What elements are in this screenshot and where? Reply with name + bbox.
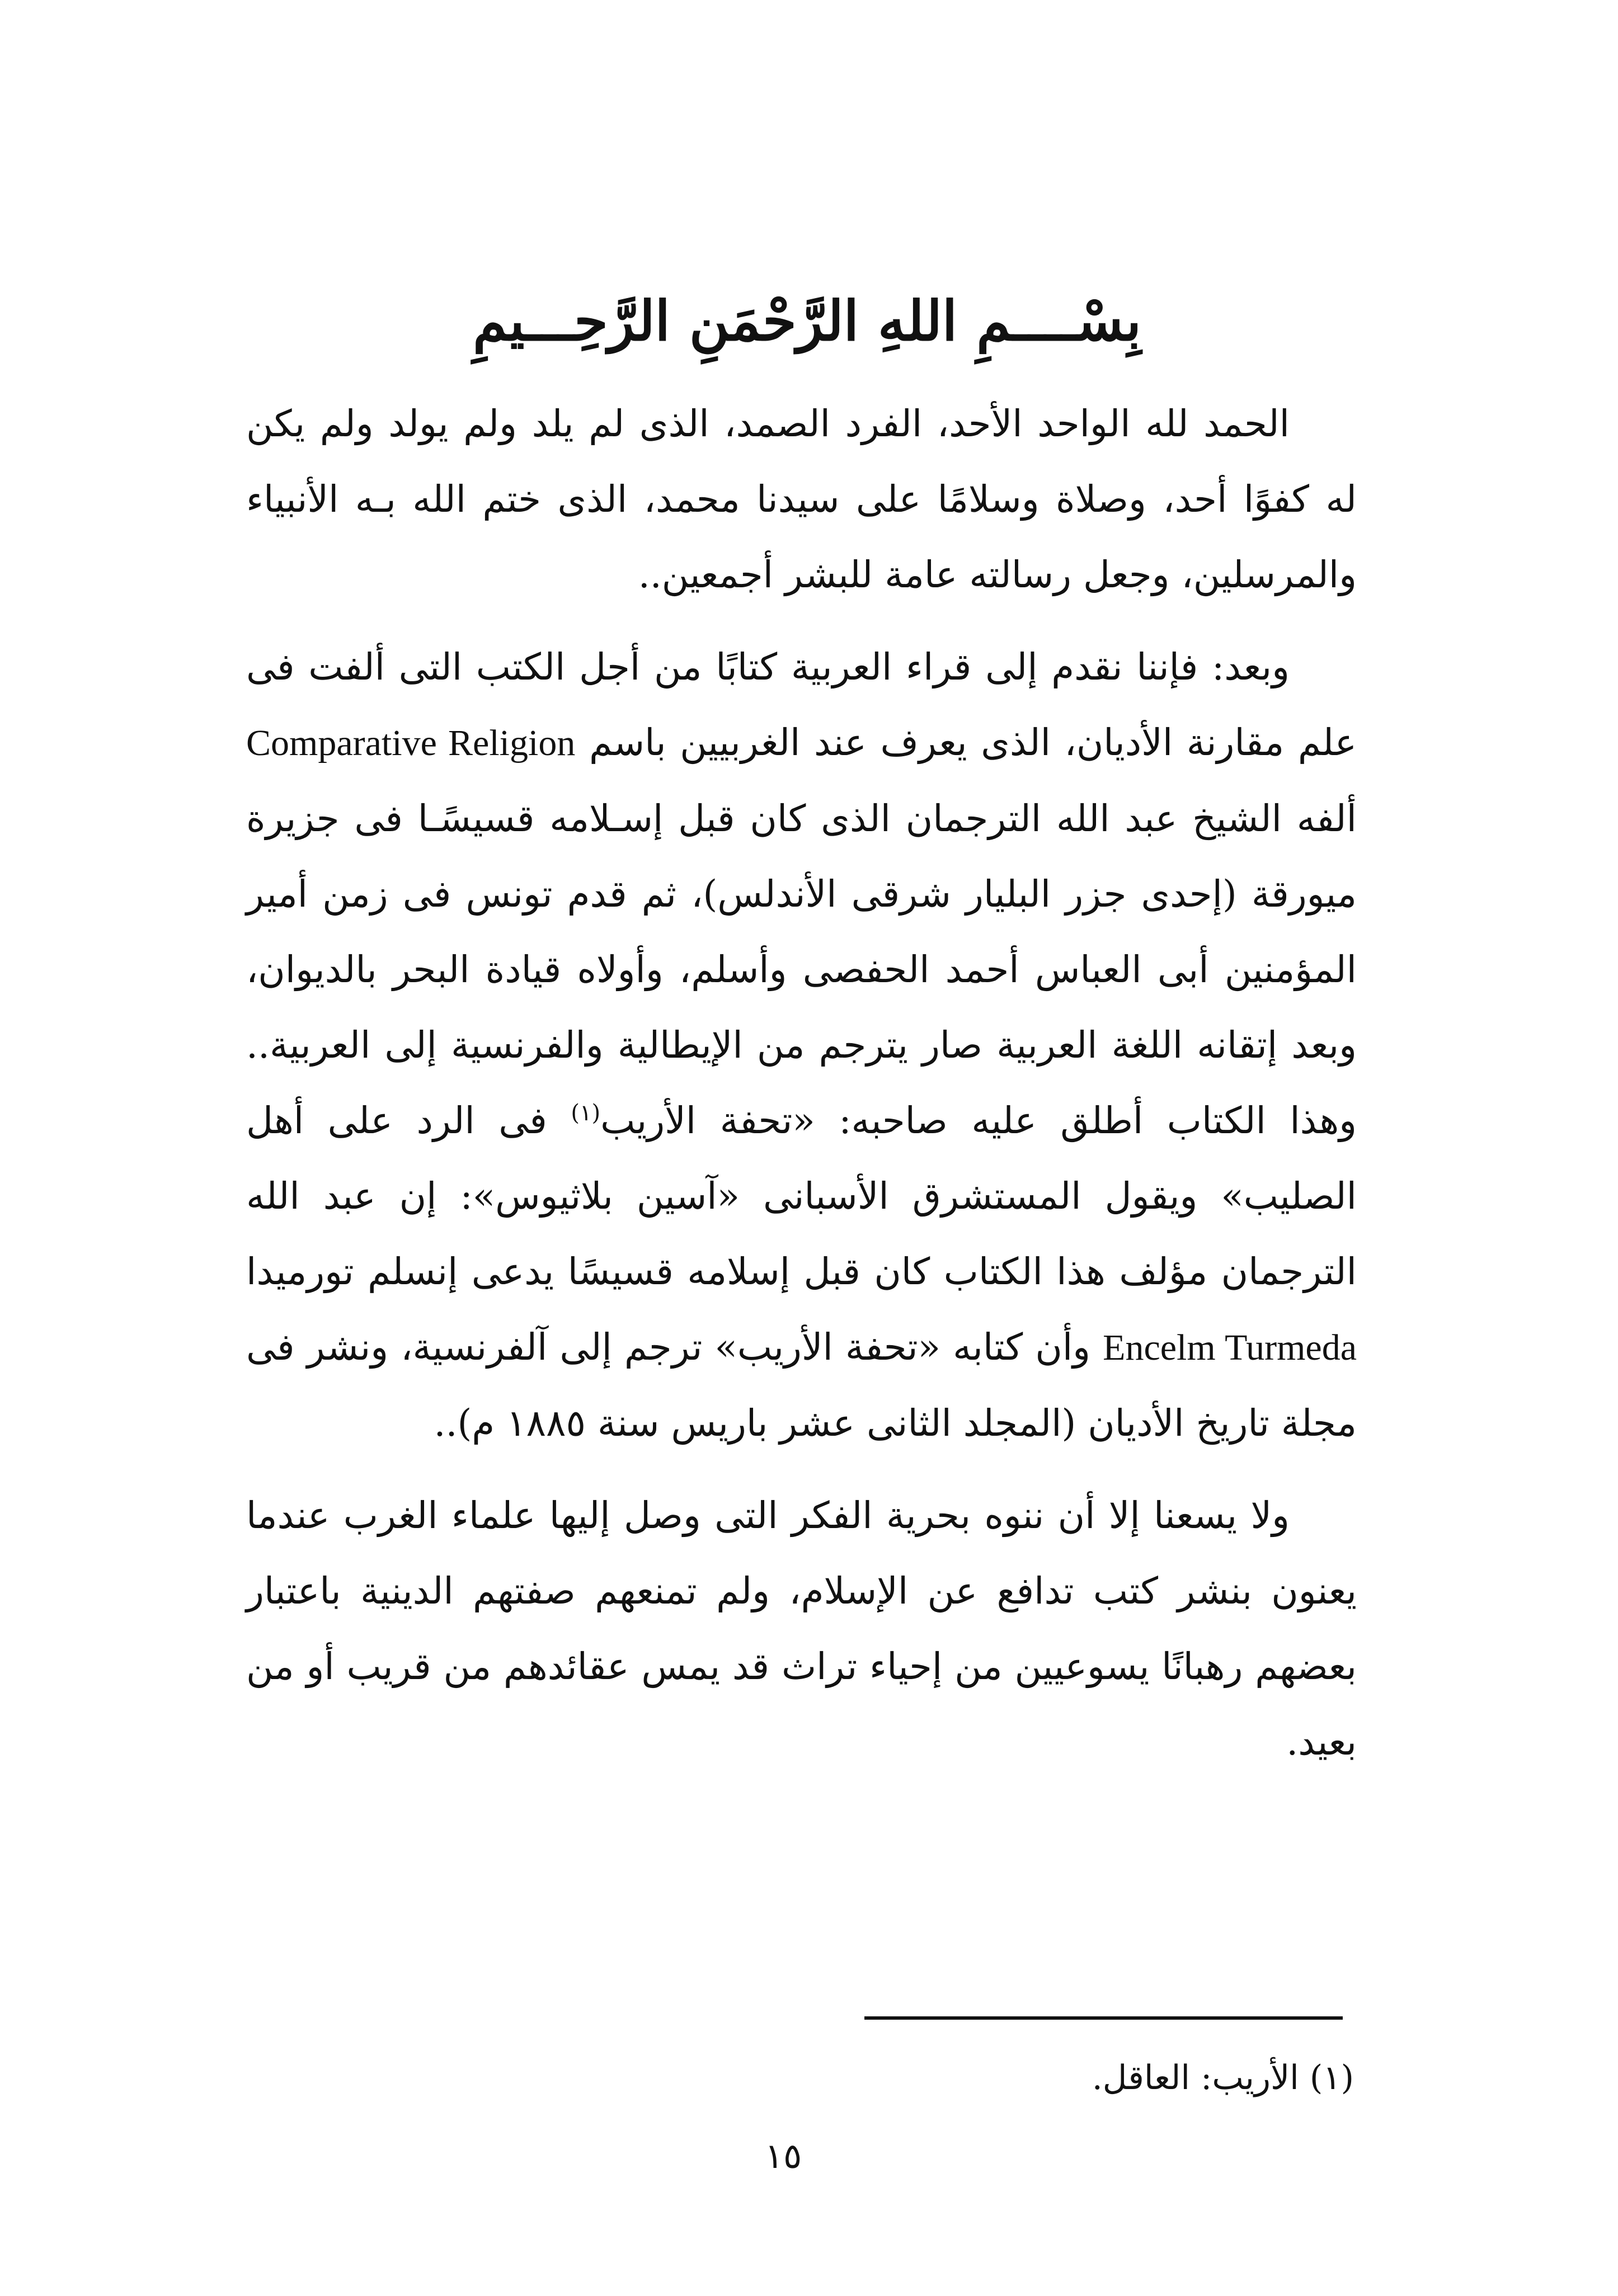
main-text [246,386,1357,1797]
latin-term-comparative-religion: Comparative Religion [246,723,576,763]
footnote-reference: (١) [571,1100,601,1126]
paragraph-introduction-part-4: وأن كتابه «تحفة الأريب» ترجم إلى آلفرنسية، ونشر فى مجلة تاريخ الأديان (المجلد الثانى عشر باريس سنة ١٨٨٥ م).. [246,1326,1357,1445]
paragraph-introduction-part-2: ألفه الشيخ عبد الله الترجمان الذى كان قبل إسـلامه قسيسًـا فى جزيرة ميورقة (إحدى جزر البليار شرقى الأندلس)، ثم قدم تونس فى زمن أمير المؤمنين أبى العباس أحمد الحفصى وأسلم، وأولاه قيادة البحر بالديوان، وبعد إتقانه اللغة العربية صار يترجم من الإيطالية والفرنسية إلى العربية.. وهذا الكتاب أطلق عليه صاحبه: «تحفة الأريب [246,797,1357,1142]
paragraph-freedom-of-thought: ولا يسعنا إلا أن ننوه بحرية الفكر التى وصل إليها علماء الغرب عندما يعنون بنشر كتب تدافع عن الإسلام، ولم تمنعهم صفتهم الدينية باعتبار بعضهم رهبانًا يسوعيين من إحياء تراث قد يمس عقائدهم من قريب أو من بعيد. [246,1494,1357,1764]
latin-name-encelm-turmeda: Encelm Turmeda [1103,1327,1357,1368]
page-number: ١٥ [764,2135,802,2176]
paragraph-introduction-part-3: فى الرد على أهل الصليب» ويقول المستشرق الأسبانى «آسين بلاثيوس»: إن عبد الله الترجمان مؤلف هذا الكتاب كان قبل إسلامه قسيسًا يدعى إنسلم تورميدا [246,1099,1357,1293]
paragraph-introduction [246,629,1357,1461]
paragraph-introduction-part-1: وبعد: فإننا نقدم إلى قراء العربية كتابًا من أجل الكتب التى ألفت فى علم مقارنة الأديان، الذى يعرف عند الغربيين باسم [246,645,1357,764]
footnote-divider [864,2016,1343,2020]
basmala-heading: بِسْــــمِ اللهِ الرَّحْمَنِ الرَّحِـــيمِ [473,289,1141,353]
paragraph-praise: الحمد لله الواحد الأحد، الفرد الصمد، الذى لم يلد ولم يولد ولم يكن له كفوًا أحد، وصلاة وسلامًا على سيدنا محمد، الذى ختم الله بـه الأنبياء والمرسلين، وجعل رسالته عامة للبشر أجمعين.. [246,402,1357,596]
footnote: (١) الأريب: العاقل. [1092,2058,1354,2097]
